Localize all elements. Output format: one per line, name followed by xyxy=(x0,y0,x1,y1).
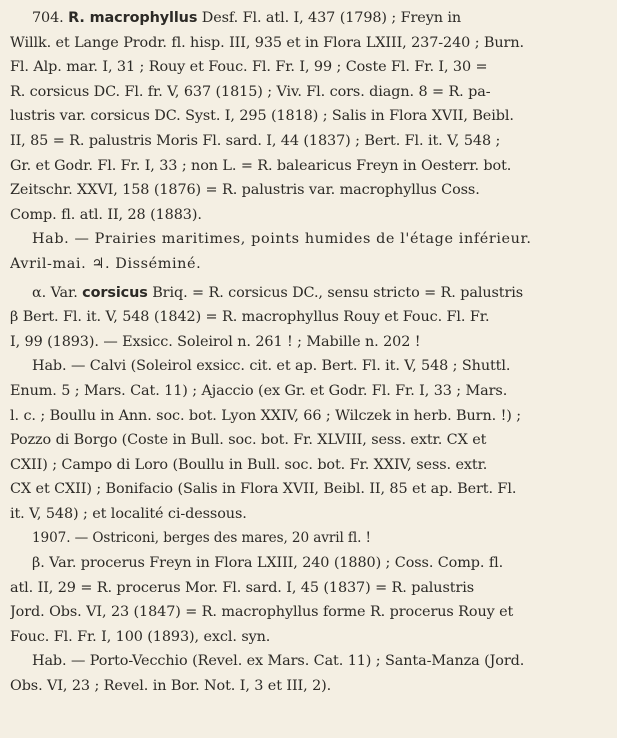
variety-name: corsicus xyxy=(82,284,148,301)
habitat-line: CX et CXII) ; Bonifacio (Salis in Flora XVII, Beibl. II, 85 et ap. Bert. Fl. xyxy=(10,481,517,498)
observation-line: 1907. — Ostriconi, berges des mares, 20 avril fl. ! xyxy=(32,530,371,547)
entry-heading-line xyxy=(10,6,609,31)
variety-marker: α. xyxy=(32,284,47,301)
habitat-line: Pozzo di Borgo (Coste in Bull. soc. bot. Fr. XLVIII, sess. extr. CX et xyxy=(10,432,487,449)
habitat-line: Hab. — Prairies maritimes, points humides de l'étage inférieur. xyxy=(32,231,532,248)
entry-line: R. corsicus DC. Fl. fr. V, 637 (1815) ; Viv. Fl. cors. diagn. 8 = R. pa- xyxy=(10,83,491,100)
species-name: R. macrophyllus xyxy=(68,10,198,26)
entry-line: Comp. fl. atl. II, 28 (1883). xyxy=(10,206,202,223)
habitat-line: Obs. VI, 23 ; Revel. in Bor. Not. I, 3 et III, 2). xyxy=(10,678,332,695)
entry-line: Gr. et Godr. Fl. Fr. I, 33 ; non L. = R. balearicus Freyn in Oesterr. bot. xyxy=(10,157,512,174)
habitat-line: Avril-mai. ♃. Disséminé. xyxy=(10,255,202,272)
habitat-line: Hab. — Calvi (Soleirol exsicc. cit. et ap. Bert. Fl. it. V, 548 ; Shuttl. xyxy=(32,358,511,375)
variety-alpha-heading xyxy=(10,281,609,306)
variety-line: Fouc. Fl. Fr. I, 100 (1893), excl. syn. xyxy=(10,628,271,645)
variety-line: β. Var. procerus Freyn in Flora LXIII, 240 (1880) ; Coss. Comp. fl. xyxy=(32,555,504,572)
entry-line: II, 85 = R. palustris Moris Fl. sard. I, 44 (1837) ; Bert. Fl. it. V, 548 ; xyxy=(10,132,501,149)
habitat-line: Enum. 5 ; Mars. Cat. 11) ; Ajaccio (ex Gr. et Godr. Fl. Fr. I, 33 ; Mars. xyxy=(10,382,508,399)
entry-line: Willk. et Lange Prodr. fl. hisp. III, 935 et in Flora LXIII, 237-240 ; Burn. xyxy=(10,34,524,51)
habitat-line: CXII) ; Campo di Loro (Boullu in Bull. soc. bot. Fr. XXIV, sess. extr. xyxy=(10,456,488,473)
variety-line: I, 99 (1893). — Exsicc. Soleirol n. 261 ! ; Mabille n. 202 ! xyxy=(10,333,421,350)
habitat-line: l. c. ; Boullu in Ann. soc. bot. Lyon XXIV, 66 ; Wilczek in herb. Burn. !) ; xyxy=(10,407,521,424)
variety-line: β Bert. Fl. it. V, 548 (1842) = R. macrophyllus Rouy et Fouc. Fl. Fr. xyxy=(10,309,490,326)
entry-line: lustris var. corsicus DC. Syst. I, 295 (1818) ; Salis in Flora XVII, Beibl. xyxy=(10,108,514,125)
variety-line: Jord. Obs. VI, 23 (1847) = R. macrophyllus forme R. procerus Rouy et xyxy=(10,604,514,621)
variety-line: Briq. = R. corsicus DC., sensu stricto = R. palustris xyxy=(147,284,524,301)
entry-number: 704. xyxy=(32,10,64,26)
habitat-line: it. V, 548) ; et localité ci-dessous. xyxy=(10,505,247,522)
entry-line: Zeitschr. XXVI, 158 (1876) = R. palustris var. macrophyllus Coss. xyxy=(10,182,480,199)
variety-line: atl. II, 29 = R. procerus Mor. Fl. sard. I, 45 (1837) = R. palustris xyxy=(10,579,475,596)
entry-line: Fl. Alp. mar. I, 31 ; Rouy et Fouc. Fl. Fr. I, 99 ; Coste Fl. Fr. I, 30 = xyxy=(10,59,488,76)
habitat-line: Hab. — Porto-Vecchio (Revel. ex Mars. Cat. 11) ; Santa-Manza (Jord. xyxy=(32,653,525,670)
variety-label: Var. xyxy=(46,284,83,301)
entry-line: Desf. Fl. atl. I, 437 (1798) ; Freyn in xyxy=(197,10,462,26)
